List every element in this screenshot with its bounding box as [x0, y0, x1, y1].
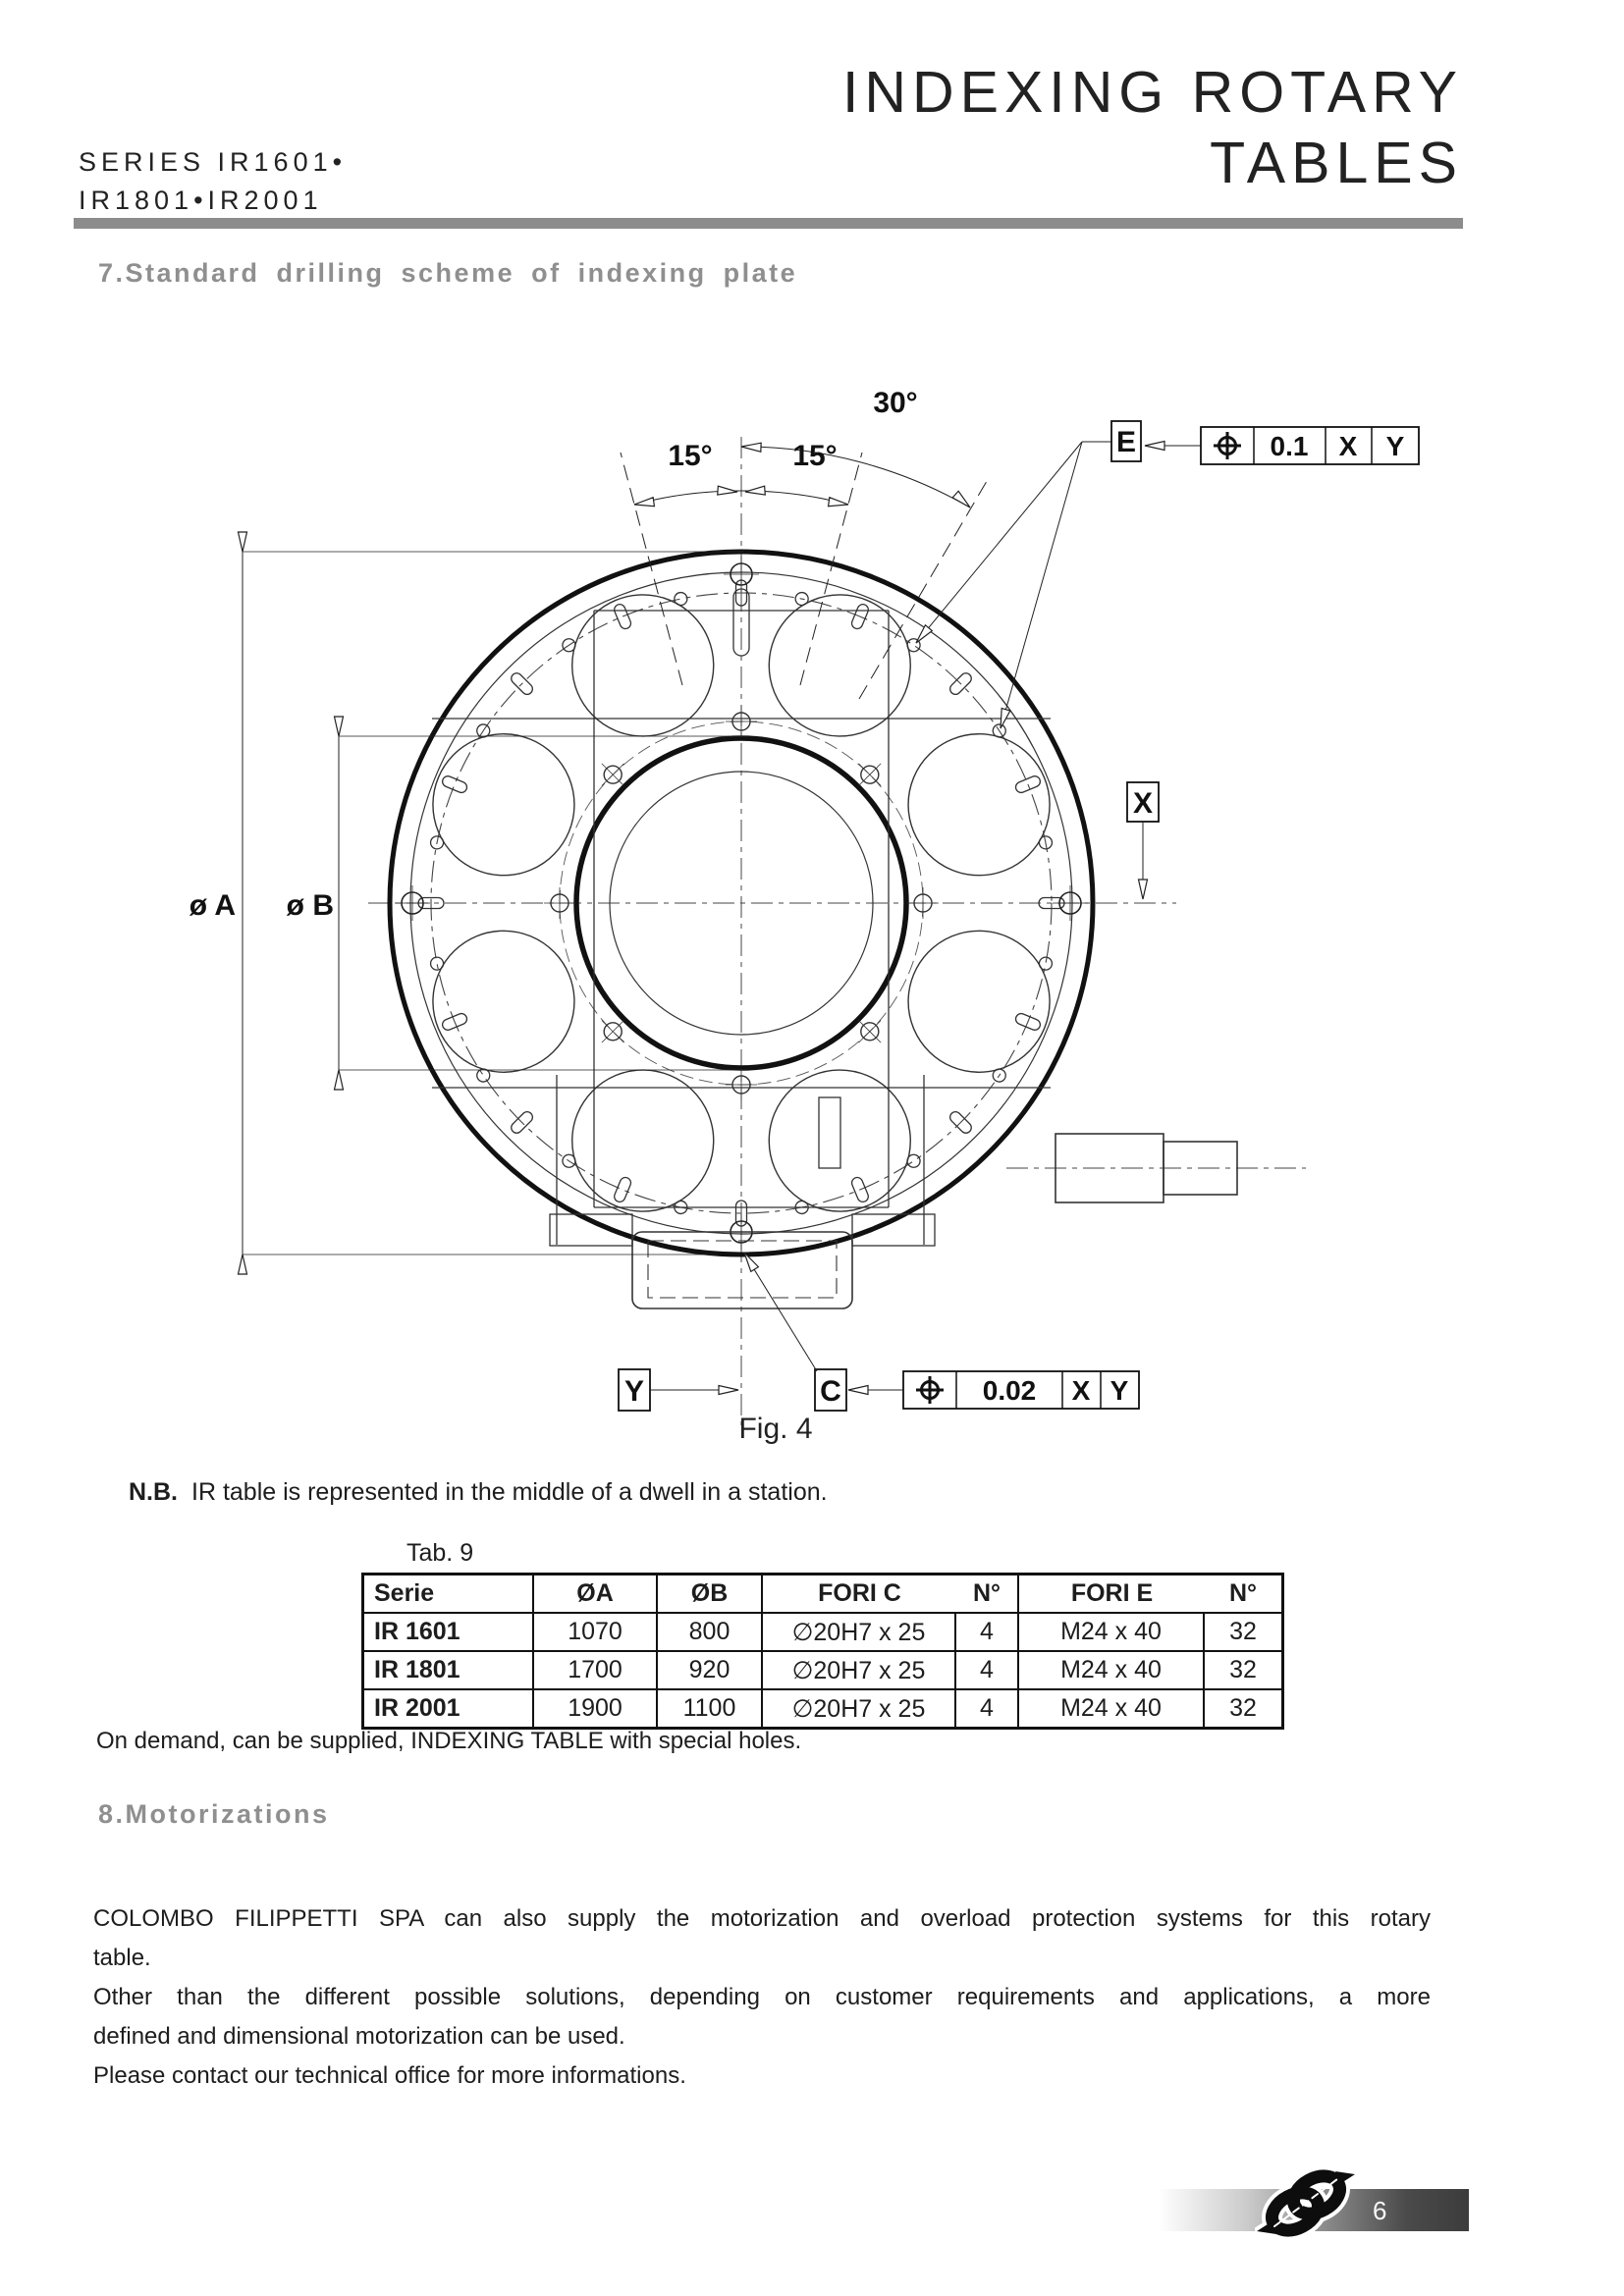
cell-fori-c-n: 4 [955, 1613, 1018, 1651]
nb-prefix: N.B. [129, 1478, 178, 1506]
section-7-heading: 7.Standard drilling scheme of indexing plate [98, 258, 798, 288]
dimensions-table [361, 1573, 1284, 1730]
table-row [363, 1689, 1283, 1729]
series-line-1: SERIES IR1601• [79, 147, 348, 177]
header-divider [74, 218, 1463, 229]
paragraph-line: Please contact our technical office for more informations. [93, 2062, 686, 2089]
fcf-bottom-datum2: Y [1110, 1375, 1129, 1406]
cell-fori-c: ∅20H7 x 25 [762, 1613, 955, 1651]
page-title [842, 57, 1463, 198]
dia-a-label: ø A [189, 889, 236, 922]
indexing-plate-drawing [88, 344, 1536, 1453]
nb-text: IR table is represented in the middle of a dwell in a station. [191, 1478, 828, 1506]
paragraph-line: defined and dimensional motorization can be used. [93, 2023, 625, 2050]
cell-serie: IR 1801 [363, 1651, 534, 1689]
cell-fori-e-n: 32 [1204, 1689, 1283, 1729]
motorizations-paragraph [93, 1899, 1431, 2096]
header-fori-e-count: N° [1228, 1579, 1258, 1607]
datum-e-label: E [1115, 426, 1137, 458]
series-label [79, 143, 347, 220]
nb-note [129, 1478, 828, 1507]
dia-b-label: ø B [286, 889, 334, 922]
datum-c-label: C [820, 1375, 841, 1408]
header-fori-e-label: FORI E [1070, 1579, 1154, 1607]
fcf-top [1201, 427, 1419, 464]
table-header-row [363, 1575, 1283, 1614]
table-label: Tab. 9 [406, 1539, 474, 1567]
angle-15-left-label: 15° [668, 440, 713, 472]
header-fori-c [762, 1575, 1018, 1614]
cell-fori-e-n: 32 [1204, 1651, 1283, 1689]
title-line-2: TABLES [1210, 131, 1463, 195]
cell-fori-e: M24 x 40 [1018, 1689, 1204, 1729]
drilling-scheme-figure [88, 344, 1536, 1453]
cell-dia-a: 1900 [533, 1689, 657, 1729]
fcf-top-tolerance: 0.1 [1270, 431, 1309, 461]
cell-fori-c: ∅20H7 x 25 [762, 1689, 955, 1729]
header-fori-e [1018, 1575, 1283, 1614]
cell-fori-c-n: 4 [955, 1689, 1018, 1729]
datum-x-label: X [1132, 787, 1154, 820]
header-fori-c-label: FORI C [818, 1579, 901, 1607]
header-serie: Serie [363, 1575, 534, 1614]
cell-fori-e: M24 x 40 [1018, 1613, 1204, 1651]
fcf-bottom-tolerance: 0.02 [982, 1375, 1037, 1406]
company-logo-icon [1255, 2158, 1357, 2248]
section-8-heading: 8.Motorizations [98, 1799, 330, 1829]
fcf-top-datum1: X [1338, 431, 1358, 461]
cell-dia-a: 1070 [533, 1613, 657, 1651]
series-line-2: IR1801•IR2001 [79, 186, 323, 215]
cell-serie: IR 2001 [363, 1689, 534, 1729]
table-row [363, 1613, 1283, 1651]
datum-c-box [746, 1256, 846, 1411]
position-tolerance-icon [1214, 432, 1241, 459]
cell-fori-c-n: 4 [955, 1651, 1018, 1689]
datum-y-label: Y [623, 1375, 645, 1408]
fcf-top-datum2: Y [1385, 431, 1405, 461]
cell-dia-b: 920 [657, 1651, 762, 1689]
header-dia-b: ØB [657, 1575, 762, 1614]
cell-dia-b: 800 [657, 1613, 762, 1651]
datum-e-box [1111, 421, 1141, 461]
angle-30-label: 30° [873, 387, 918, 419]
paragraph-line: table. [93, 1945, 151, 1971]
fcf-bottom [864, 1371, 1139, 1409]
paragraph-line: Other than the different possible solutions, depending on customer requirements and applications, a more [93, 1984, 1431, 2010]
cell-dia-b: 1100 [657, 1689, 762, 1729]
cell-fori-c: ∅20H7 x 25 [762, 1651, 955, 1689]
position-tolerance-icon [916, 1376, 944, 1404]
paragraph-line: COLOMBO FILIPPETTI SPA can also supply the motorization and overload protection systems for this rotary [93, 1905, 1431, 1932]
cell-fori-e-n: 32 [1204, 1613, 1283, 1651]
fcf-bottom-datum1: X [1071, 1375, 1091, 1406]
datum-e-leaders [916, 442, 1201, 728]
datum-x-box [1127, 782, 1159, 885]
cell-serie: IR 1601 [363, 1613, 534, 1651]
page-number: 6 [1373, 2196, 1387, 2225]
header-fori-c-count: N° [972, 1579, 1001, 1607]
angle-15-right-label: 15° [792, 440, 838, 472]
cell-dia-a: 1700 [533, 1651, 657, 1689]
figure-caption: Fig. 4 [738, 1413, 813, 1445]
datum-y-box [619, 1369, 727, 1411]
table-row [363, 1651, 1283, 1689]
on-demand-note: On demand, can be supplied, INDEXING TABLE with special holes. [96, 1728, 802, 1754]
header-dia-a: ØA [533, 1575, 657, 1614]
angle-dimensions [621, 447, 990, 699]
title-line-1: INDEXING ROTARY [841, 60, 1463, 125]
cell-fori-e: M24 x 40 [1018, 1651, 1204, 1689]
